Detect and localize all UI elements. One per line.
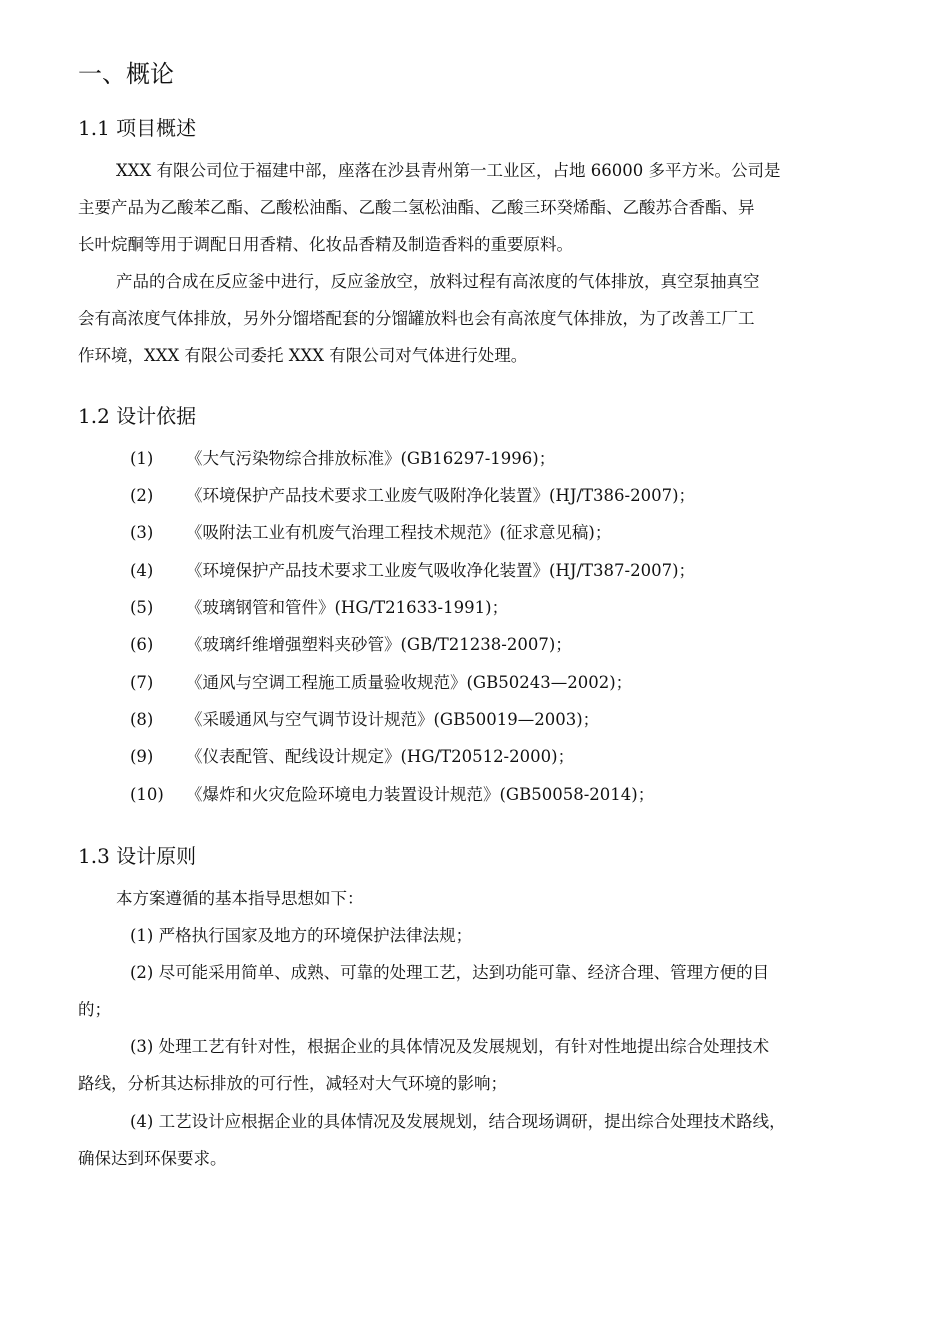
reference-item [130,671,632,695]
reference-text: 《玻璃纤维增强塑料夹砂管》(GB/T21238-2007)； [186,635,572,654]
reference-number: (9) [130,747,154,766]
principle-item: (2) 尽可能采用简单、成熟、可靠的处理工艺，达到功能可靠、经济合理、管理方便的目 [130,963,770,982]
reference-text: 《通风与空调工程施工质量验收规范》(GB50243—2002)； [186,673,633,692]
reference-text: 《环境保护产品技术要求工业废气吸收净化装置》(HJ/T387-2007)； [186,561,696,580]
paragraph-line: 作环境，XXX 有限公司委托 XXX 有限公司对气体进行处理。 [78,346,528,365]
reference-text: 《爆炸和火灾危险环境电力装置设计规范》(GB50058-2014)； [186,785,655,804]
reference-item [130,708,599,732]
reference-item [130,596,508,620]
reference-item [130,559,695,583]
principle-item-continued: 确保达到环保要求。 [78,1149,227,1168]
reference-item [130,633,572,657]
paragraph-line: 主要产品为乙酸苯乙酯、乙酸松油酯、乙酸二氢松油酯、乙酸三环癸烯酯、乙酸苏合香酯、异 [78,198,755,217]
reference-number: (4) [130,561,154,580]
reference-item [130,447,555,471]
reference-text: 《仪表配管、配线设计规定》(HG/T20512-2000)； [186,747,575,766]
principles-intro: 本方案遵循的基本指导思想如下： [116,889,364,908]
reference-number: (5) [130,598,154,617]
paragraph-line: 产品的合成在反应釜中进行，反应釜放空，放料过程有高浓度的气体排放，真空泵抽真空 [116,272,760,291]
reference-item [130,484,695,508]
principle-item-continued: 路线，分析其达标排放的可行性，减轻对大气环境的影响； [78,1074,507,1093]
reference-number: (6) [130,635,154,654]
reference-number: (8) [130,710,154,729]
principle-item: (4) 工艺设计应根据企业的具体情况及发展规划，结合现场调研，提出综合处理技术路线， [130,1112,786,1131]
reference-number: (1) [130,449,154,468]
section-heading-1-3: 1.3 设计原则 [78,844,197,868]
reference-number: (7) [130,673,154,692]
reference-number: (2) [130,486,154,505]
reference-number: (10) [130,785,164,804]
paragraph-line: 长叶烷酮等用于调配日用香精、化妆品香精及制造香料的重要原料。 [78,235,573,254]
paragraph-line: 会有高浓度气体排放，另外分馏塔配套的分馏罐放料也会有高浓度气体排放，为了改善工厂工 [78,309,755,328]
section-heading-1-2: 1.2 设计依据 [78,404,197,428]
principle-item: (3) 处理工艺有针对性，根据企业的具体情况及发展规划，有针对性地提出综合处理技术 [130,1037,770,1056]
reference-item [130,783,654,807]
reference-text: 《环境保护产品技术要求工业废气吸附净化装置》(HJ/T386-2007)； [186,486,696,505]
chapter-title: 一、概论 [78,60,174,88]
reference-text: 《大气污染物综合排放标准》(GB16297-1996)； [186,449,556,468]
reference-text: 《玻璃钢管和管件》(HG/T21633-1991)； [186,598,509,617]
principle-item: (1) 严格执行国家及地方的环境保护法律法规； [130,926,473,945]
paragraph-line: XXX 有限公司位于福建中部，座落在沙县青州第一工业区，占地 66000 多平方米。公司是 [116,161,781,180]
reference-item [130,745,574,769]
section-heading-1-1: 1.1 项目概述 [78,116,197,140]
reference-text: 《吸附法工业有机废气治理工程技术规范》(征求意见稿)； [186,523,612,542]
reference-item [130,521,611,545]
principle-item-continued: 的； [78,1000,111,1019]
reference-text: 《采暖通风与空气调节设计规范》(GB50019—2003)； [186,710,600,729]
reference-number: (3) [130,523,154,542]
